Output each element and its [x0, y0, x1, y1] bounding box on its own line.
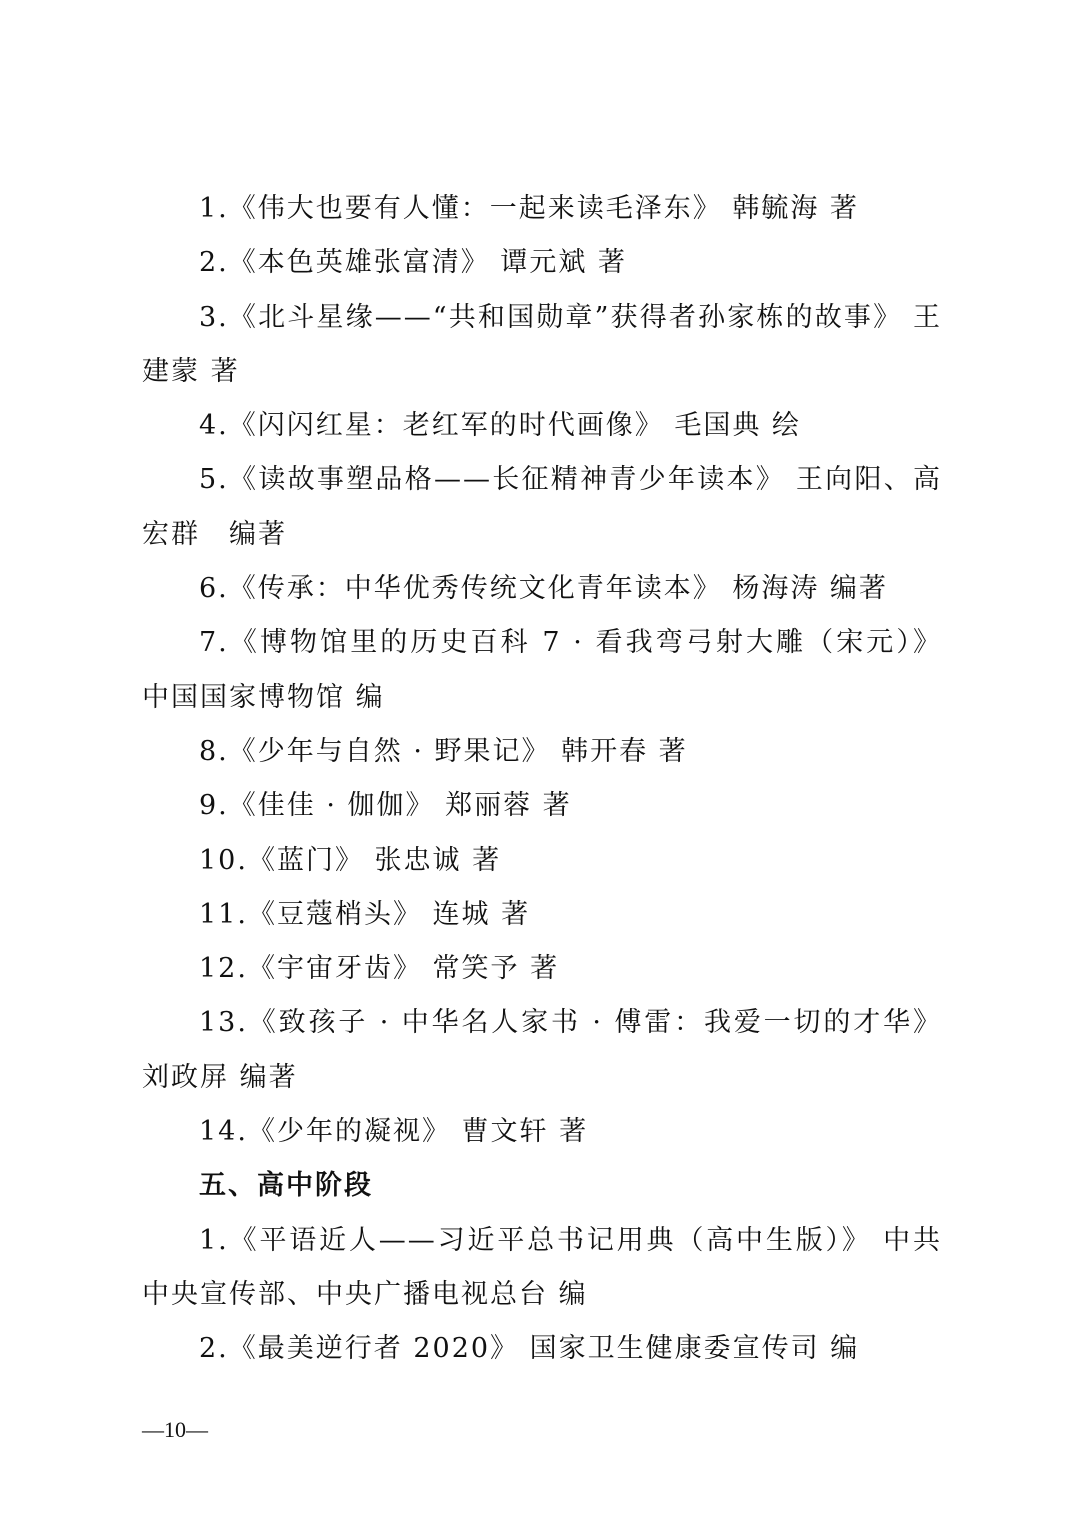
list-item: 2.《最美逆行者 2020》 国家卫生健康委宣传司 编 [199, 1333, 860, 1365]
list-item: 11.《豆蔻梢头》 连城 著 [199, 898, 531, 930]
list-item: 8.《少年与自然 · 野果记》 韩开春 著 [199, 735, 688, 767]
section-heading: 五、高中阶段 [199, 1170, 373, 1202]
list-item: 2.《本色英雄张富清》 谭元斌 著 [199, 247, 627, 279]
list-item: 12.《宇宙牙齿》 常笑予 著 [199, 953, 560, 985]
list-item: 1.《伟大也要有人懂：一起来读毛泽东》 韩毓海 著 [199, 193, 859, 224]
list-item: 6.《传承：中华优秀传统文化青年读本》 杨海涛 编著 [199, 573, 888, 605]
list-item: 9.《佳佳 · 伽伽》 郑丽蓉 著 [199, 790, 572, 822]
list-item: 1.《平语近人——习近平总书记用典（高中生版）》 中共中央宣传部、中央广播电视总台 编 [142, 1224, 942, 1310]
list-item: 3.《北斗星缘——“共和国勋章”获得者孙家栋的故事》 王建蒙 著 [142, 301, 942, 387]
page-number: —10— [142, 1417, 208, 1442]
list-item: 13.《致孩子 · 中华名人家书 · 傅雷：我爱一切的才华》 刘政屏 编著 [142, 1007, 942, 1093]
list-item: 4.《闪闪红星：老红军的时代画像》 毛国典 绘 [199, 410, 801, 442]
reading-list [142, 182, 942, 1377]
list-item: 7.《博物馆里的历史百科 7 · 看我弯弓射大雕（宋元）》 中国国家博物馆 编 [142, 627, 942, 713]
list-item: 5.《读故事塑品格——长征精神青少年读本》 王向阳、高宏群 编著 [142, 464, 942, 550]
list-item: 14.《少年的凝视》 曹文轩 著 [199, 1116, 589, 1148]
list-item: 10.《蓝门》 张忠诚 著 [199, 844, 502, 876]
